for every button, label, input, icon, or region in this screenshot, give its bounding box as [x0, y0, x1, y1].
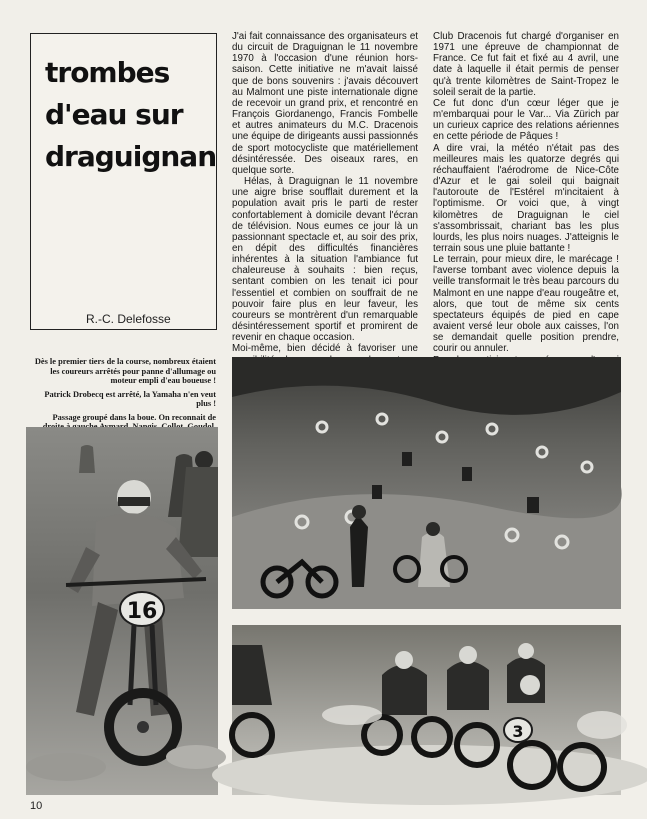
rider-photo-graphic: [26, 427, 218, 795]
paragraph: Le terrain, pour mieux dire, le marécage ! l'averse tombant avec violence depuis la veille transformait le très beau parcours du Malmont en une nappe d'eau rougeâtre et, alors, que tout de même six cents spectateurs équipés de pied en cape avaient versé leur obole aux caisses, l'on se demandait quelle position prendre, courir ou annuler.: [433, 254, 619, 355]
page-number: 10: [30, 800, 43, 812]
group-plate-number: 3: [512, 722, 524, 741]
photo-field-overview: [232, 357, 621, 609]
field-photo-graphic: [232, 357, 621, 609]
paragraph: J'ai fait connaissance des organisateurs et du circuit de Draguignan le 11 novembre 1970 à l'occasion d'une réunion hors-saison. Cette initiative ne m'avait laissé que de bons souvenirs : j'avais découvert au Malmont une piste internationale digne de recevoir un grand prix, et rencontré en François Giordanengo, Francis Fombelle et autres animateurs du M.C. Dracenois une équipe de dirigeants aussi passionnés de sport motocycliste que matériellement désintéressée. Des oiseaux rares, en quelque sorte.: [232, 31, 418, 176]
paragraph: Moi-même, bien décidé à favoriser une: [232, 343, 418, 355]
caption: Dès le premier tiers de la course, nombreux étaient les coureurs arrêtés pour panne d'allumage ou moteur empli d'eau boueuse !: [34, 357, 216, 385]
paragraph: Ce fut donc d'un cœur léger que je m'embarquai pour le Var... Via Zürich par un curieux caprice des relations aériennes en cette période de Pâques !: [433, 97, 619, 143]
author-byline: R.-C. Delefosse: [86, 312, 171, 326]
group-photo-graphic: [232, 625, 621, 795]
article-column-2: [433, 31, 619, 355]
photo-captions: [30, 357, 216, 436]
caption: Patrick Drobecq est arrêté, la Yamaha n'en veut plus !: [44, 389, 216, 408]
article-title: trombes d'eau sur draguignan: [45, 56, 217, 173]
photo-group-passage: [232, 625, 621, 795]
rider-plate-number: 16: [126, 599, 158, 624]
paragraph: Hélas, à Draguignan le 11 novembre une aigre brise soufflait durement et la population avait pris le parti de rester confortablement à domicile devant l'écran de télévision. Nous eumes ce jour là un passionnant spectacle et, au soir des prix, en dépit des difficultés financières inhérentes à la situation l'ambiance fut chaleureuse à souhaits : bien reçus, sentant combien on les tenait ici pour l'essentiel et combien on souffrait de ne pouvoir faire plus en leur faveur, les coureurs se montrèrent d'un remarquable désintéressement sportif et promirent de revenir en chaque occasion.: [232, 176, 418, 344]
caption: Passage groupé dans la boue. On reconnait de: [52, 412, 216, 422]
photo-rider-left: [26, 427, 218, 795]
paragraph: Club Dracenois fut chargé d'organiser en 1971 une épreuve de championnat de France. Ce fut fait et fixé au 4 avril, une date à laquelle il était permis de penser qu'à trente kilomètres de Saint-Tropez le soleil serait de la partie.: [433, 31, 619, 98]
title-box: [30, 33, 217, 330]
article-column-1: [232, 31, 418, 355]
paragraph: A dire vrai, la météo n'était pas des meilleures mais les quatorze degrés qui réchauffaient l'aérodrome de Nice-Côte d'Azur et le gai soleil qui baignait l'autoroute de l'Estérel m'incitaient à l'optimisme. Or voici que, à vingt kilomètres de Draguignan le ciel s'assombrissait, chariant bas les plus lourds, les plus noirs nuages. J'atteignis le terrain sous une pluie battante !: [433, 142, 619, 254]
